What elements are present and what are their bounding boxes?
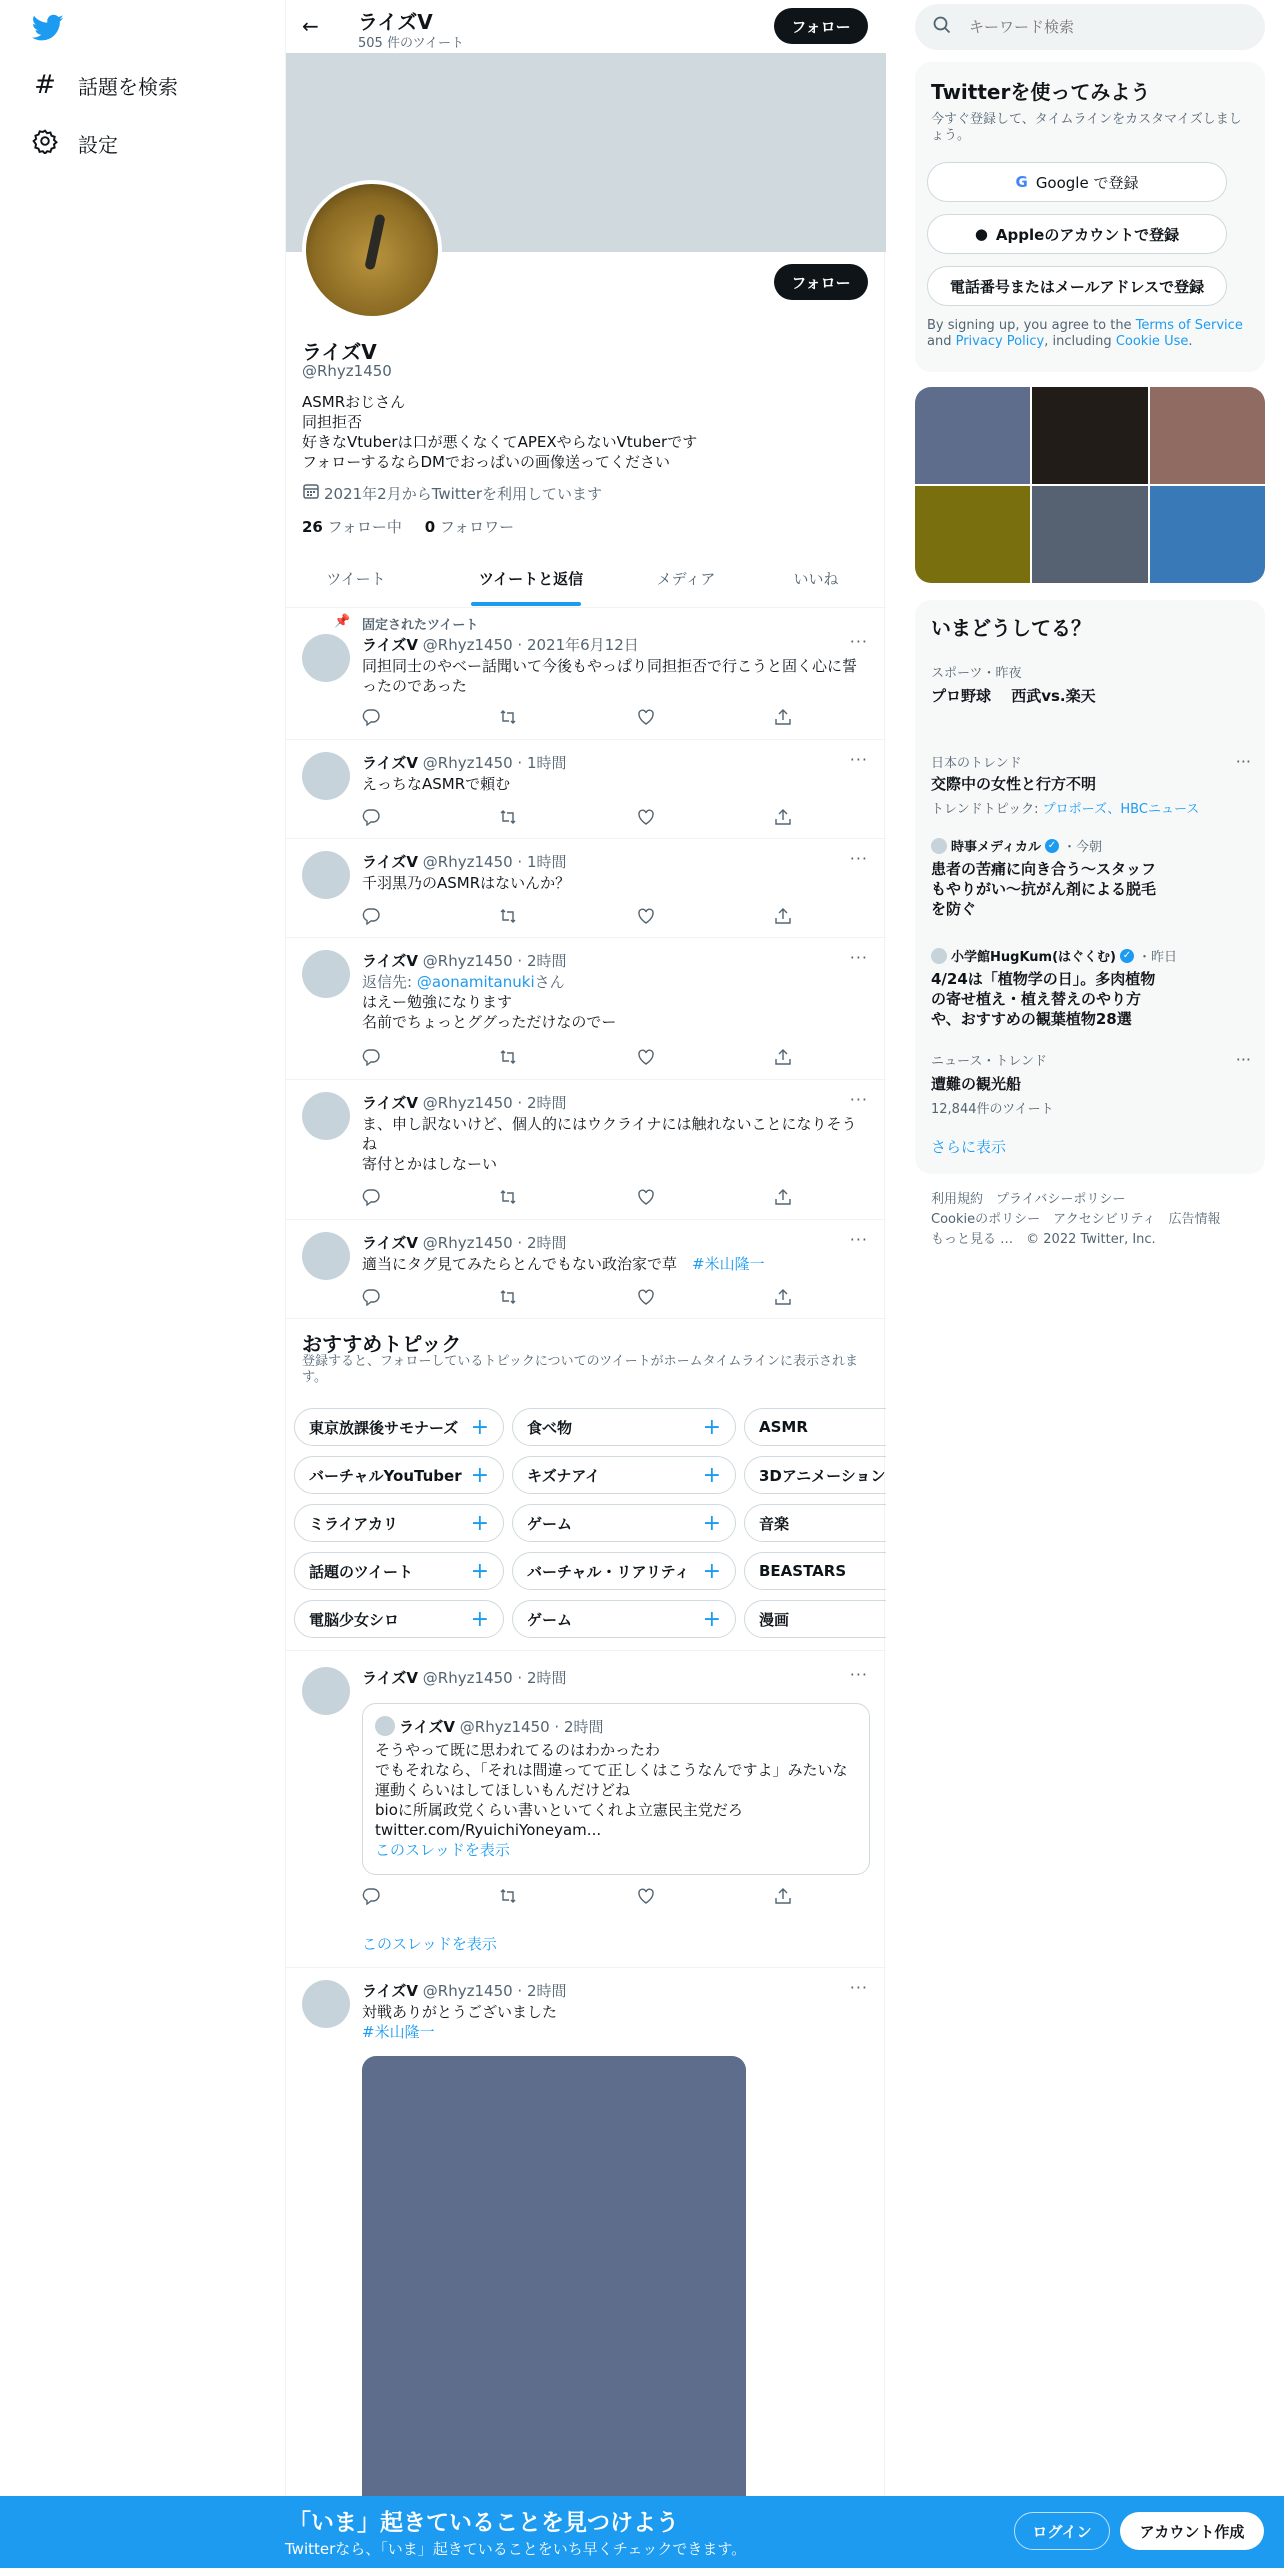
topic-chip[interactable]	[512, 1408, 736, 1446]
tweet-text: えっちなASMRで頼む	[362, 775, 511, 793]
reply-icon[interactable]	[362, 1048, 380, 1066]
tweet-text: 対戦ありがとうございました	[362, 2003, 558, 2021]
nav-settings-label: 設定	[78, 133, 118, 157]
retweet-icon[interactable]	[499, 1887, 517, 1905]
quoted-author: ライズV	[399, 1718, 456, 1736]
tweet-meta: @Rhyz1450 · 2時間	[422, 1094, 567, 1112]
signup-card	[915, 62, 1265, 372]
topic-chip[interactable]	[744, 1504, 886, 1542]
reply-icon[interactable]	[362, 1887, 380, 1905]
tweet-actions	[362, 1048, 792, 1066]
show-more-link[interactable]: さらに表示	[931, 1138, 1007, 1156]
topic-chip-label: バーチャルYouTuber	[309, 1466, 462, 1485]
like-icon[interactable]	[637, 1048, 655, 1066]
plus-icon[interactable]: +	[702, 1606, 721, 1632]
tweet-actions	[362, 1288, 792, 1306]
quoted-line: そうやって既に思われてるのはわかったわ	[375, 1741, 661, 1759]
more-icon[interactable]: ···	[849, 1978, 868, 1997]
plus-icon[interactable]: +	[702, 1510, 721, 1536]
followers-label: フォロワー	[439, 518, 515, 536]
footer-link[interactable]: アクセシビリティ	[1053, 1212, 1156, 1227]
share-icon[interactable]	[774, 1887, 792, 1905]
google-icon: G	[1015, 173, 1028, 191]
profile-follow-button[interactable]: フォロー	[774, 264, 868, 300]
show-thread-link[interactable]: このスレッドを表示	[362, 1935, 497, 1953]
plus-icon[interactable]: +	[470, 1510, 489, 1536]
plus-icon[interactable]: +	[702, 1414, 721, 1440]
apple-signup-label: Appleのアカウントで登録	[995, 225, 1180, 244]
media-thumbnail[interactable]	[1032, 486, 1147, 583]
tweet-meta: @Rhyz1450 · 1時間	[422, 853, 567, 871]
tweet-meta: @Rhyz1450 · 2021年6月12日	[422, 636, 639, 654]
topic-chip[interactable]	[294, 1456, 504, 1494]
search-box[interactable]	[915, 4, 1265, 50]
tweet-actions	[362, 708, 792, 726]
trend-item[interactable]	[931, 662, 1251, 706]
header-follow-button[interactable]: フォロー	[774, 8, 868, 44]
topic-chip[interactable]	[744, 1408, 886, 1446]
topic-chip-label: 音楽	[759, 1514, 790, 1533]
tweet-meta: @Rhyz1450 · 2時間	[422, 1234, 567, 1252]
calendar-icon	[302, 482, 320, 504]
profile-name: ライズV	[302, 340, 377, 364]
trend-title: 交際中の女性と行方不明	[931, 775, 1097, 793]
quoted-line: bioに所属政党くらい書いといてくれよ立憲民主党だろ	[375, 1801, 743, 1819]
trend-context: 日本のトレンド	[931, 756, 1022, 771]
tweet[interactable]	[286, 608, 886, 740]
bottom-subtitle: Twitterなら、「いま」起きていることをいち早くチェックできます。	[285, 2540, 747, 2558]
tweet-author[interactable]: ライズV	[362, 1094, 419, 1112]
more-icon[interactable]: ···	[849, 849, 868, 868]
quoted-line: でもそれなら、「それは間違ってて正しくはこうなんですよ」みたいな運動くらいはしてほしいもんだけどね	[375, 1761, 848, 1799]
profile-header-bar	[286, 0, 886, 53]
bio-line: ASMRおじさん	[302, 393, 406, 411]
footer-link[interactable]: 広告情報	[1168, 1212, 1221, 1227]
header-tweet-count: 505 件のツイート	[358, 36, 465, 51]
more-icon[interactable]: ···	[849, 948, 868, 967]
plus-icon[interactable]: +	[702, 1462, 721, 1488]
pinned-label: 固定されたツイート	[362, 618, 479, 633]
tweet[interactable]	[286, 839, 886, 938]
nav-settings[interactable]	[32, 128, 118, 159]
trend-time: ・今朝	[1062, 840, 1102, 855]
quoted-tweet[interactable]	[362, 1703, 870, 1875]
retweet-icon[interactable]	[499, 708, 517, 726]
hashtag-icon: #	[34, 70, 56, 100]
more-icon[interactable]: ···	[849, 1230, 868, 1249]
reply-icon[interactable]	[362, 907, 380, 925]
plus-icon[interactable]: +	[470, 1414, 489, 1440]
trend-item[interactable]	[931, 946, 1251, 1029]
tweet-actions	[362, 1188, 792, 1206]
tweet-author[interactable]: ライズV	[362, 754, 419, 772]
topic-chip[interactable]	[294, 1600, 504, 1638]
profile-handle: @Rhyz1450	[302, 362, 392, 380]
topic-chip[interactable]	[744, 1456, 886, 1494]
tweet-text: 千羽黒乃のASMRはないんか？	[362, 874, 571, 892]
reply-icon[interactable]	[362, 808, 380, 826]
nav-explore-label: 話題を検索	[78, 74, 178, 99]
like-icon[interactable]	[637, 708, 655, 726]
topic-chip-label: 東京放課後サモナーズ	[309, 1418, 459, 1437]
terms-link[interactable]: Terms of Service	[1135, 318, 1243, 333]
reply-context	[362, 972, 862, 992]
topic-chip[interactable]	[512, 1504, 736, 1542]
footer-link[interactable]: 利用規約	[931, 1192, 984, 1207]
trend-context: ニュース・トレンド	[931, 1054, 1048, 1069]
pin-icon: 📌	[334, 614, 351, 629]
reply-icon[interactable]	[362, 708, 380, 726]
follow-stats	[302, 516, 514, 537]
avatar[interactable]	[302, 1232, 350, 1280]
quoted-line: twitter.com/RyuichiYoneyam...	[375, 1821, 602, 1839]
login-button[interactable]: ログイン	[1014, 2512, 1110, 2550]
topic-chip-label: キズナアイ	[527, 1466, 601, 1485]
footer-copyright: © 2022 Twitter, Inc.	[1026, 1232, 1156, 1247]
search-icon	[933, 16, 951, 38]
topic-chip-label: 電脳少女シロ	[309, 1610, 400, 1629]
trends-title: いまどうしてる？	[931, 616, 1091, 640]
hashtag-link[interactable]: #米山隆一	[692, 1255, 765, 1273]
trend-topic-links[interactable]: プロポーズ、HBCニュース	[1042, 802, 1200, 817]
tweet-image[interactable]	[362, 2056, 746, 2568]
quoted-meta: @Rhyz1450 · 2時間	[459, 1718, 604, 1736]
terms-text: By signing up, you agree to the	[927, 318, 1136, 333]
nav-explore[interactable]	[32, 70, 178, 100]
phone-signup-button[interactable]	[927, 266, 1227, 306]
media-thumbnail[interactable]	[1150, 486, 1265, 583]
tab-media[interactable]: メディア	[656, 570, 716, 588]
tweet-actions	[362, 1887, 792, 1905]
tweet[interactable]	[286, 938, 886, 1080]
share-icon[interactable]	[774, 1048, 792, 1066]
tweet[interactable]	[286, 1651, 886, 1968]
topics-desc: 登録すると、フォローしているトピックについてのツイートがホームタイムラインに表示されます。	[302, 1354, 859, 1385]
quoted-avatar	[375, 1716, 395, 1736]
following-link[interactable]	[302, 518, 402, 536]
topic-chip[interactable]	[294, 1552, 504, 1590]
terms-text: .	[1188, 334, 1193, 349]
joined-text: 2021年2月からTwitterを利用しています	[324, 484, 602, 503]
tweet[interactable]	[286, 1080, 886, 1220]
trend-title: 遭難の観光船	[931, 1075, 1022, 1093]
header-name: ライズV	[358, 10, 433, 34]
reply-suffix: さん	[534, 973, 565, 991]
profile-avatar[interactable]	[302, 180, 442, 320]
trend-tweet-count: 12,844件のツイート	[931, 1102, 1054, 1117]
tweet-meta: @Rhyz1450 · 2時間	[422, 1982, 567, 2000]
quoted-text	[375, 1740, 861, 1860]
topic-chip[interactable]	[744, 1552, 886, 1590]
tweet-meta: @Rhyz1450 · 2時間	[422, 952, 567, 970]
retweet-icon[interactable]	[499, 907, 517, 925]
retweet-icon[interactable]	[499, 808, 517, 826]
tab-tweets[interactable]: ツイート	[326, 570, 386, 588]
media-thumbnail[interactable]	[1032, 387, 1147, 484]
trends-card	[915, 600, 1265, 1174]
plus-icon[interactable]: +	[470, 1606, 489, 1632]
search-input[interactable]	[969, 18, 1229, 36]
plus-icon[interactable]: +	[470, 1558, 489, 1584]
tweet-text: 名前でちょっとググっただけなのでー	[362, 1013, 617, 1031]
topic-chip-label: ゲーム	[527, 1514, 573, 1533]
bio-line: 好きなVtuberは口が悪くなくてAPEXやらないVtuberです	[302, 433, 698, 451]
footer-links	[931, 1190, 1251, 1250]
more-icon[interactable]: ···	[1235, 752, 1251, 771]
trend-source: 時事メディカル	[951, 840, 1041, 855]
media-thumbnail[interactable]	[915, 387, 1030, 484]
hashtag-link[interactable]: #米山隆一	[362, 2023, 435, 2041]
reply-prefix: 返信先:	[362, 973, 417, 991]
bottom-title: 「いま」起きていることを見つけよう	[288, 2510, 679, 2536]
signup-desc: 今すぐ登録して、タイムラインをカスタマイズしましょう。	[931, 112, 1242, 143]
followers-count: 0	[424, 518, 436, 536]
more-icon[interactable]: ···	[849, 632, 868, 651]
gear-icon	[32, 128, 58, 159]
avatar[interactable]	[302, 950, 350, 998]
plus-icon[interactable]: +	[470, 1462, 489, 1488]
topic-chip-label: 漫画	[759, 1610, 790, 1629]
apple-signup-button[interactable]	[927, 214, 1227, 254]
trend-time: ・昨日	[1137, 950, 1177, 965]
tweet-actions	[362, 808, 792, 826]
media-grid	[915, 387, 1265, 583]
topic-chip-label: ASMR	[759, 1418, 808, 1436]
bio-line: 同担拒否	[302, 413, 363, 431]
twitter-logo-icon[interactable]	[32, 14, 64, 46]
tweet-text: 寄付とかはしなーい	[362, 1155, 498, 1173]
tab-tweets-replies[interactable]: ツイートと返信	[478, 570, 584, 588]
like-icon[interactable]	[637, 808, 655, 826]
privacy-link[interactable]: Privacy Policy	[955, 334, 1045, 349]
tweet-author[interactable]: ライズV	[362, 1669, 419, 1687]
following-count: 26	[302, 518, 323, 536]
tweet[interactable]	[286, 740, 886, 839]
tweet-author[interactable]: ライズV	[362, 952, 419, 970]
tweet-text: 同担同士のやべー話聞いて今後もやっぱり同担拒否で行こうと固く心に誓ったのであった	[362, 657, 858, 695]
media-thumbnail[interactable]	[915, 486, 1030, 583]
bio-line: フォローするならDMでおっぱいの画像送ってください	[302, 453, 670, 471]
signup-title: Twitterを使ってみよう	[931, 80, 1151, 104]
topics-title: おすすめトピック	[302, 1332, 462, 1356]
cookie-link[interactable]: Cookie Use	[1115, 334, 1189, 349]
like-icon[interactable]	[637, 1288, 655, 1306]
trend-item[interactable]	[931, 836, 1251, 919]
verified-icon: ✓	[1045, 839, 1059, 853]
reply-icon[interactable]	[362, 1288, 380, 1306]
tweet-author[interactable]: ライズV	[362, 1234, 419, 1252]
avatar[interactable]	[302, 1667, 350, 1715]
footer-link[interactable]: Cookieのポリシー	[931, 1212, 1041, 1227]
avatar[interactable]	[302, 1980, 350, 2028]
topic-chip[interactable]	[744, 1600, 886, 1638]
tweet-text: ま、申し訳ないけど、個人的にはウクライナには触れないことになりそうね	[362, 1115, 857, 1153]
share-icon[interactable]	[774, 708, 792, 726]
more-icon[interactable]: ···	[1235, 1050, 1251, 1069]
trend-item[interactable]	[931, 752, 1251, 817]
tweet-text: 適当にタグ見てみたらとんでもない政治家で草	[362, 1255, 678, 1273]
trend-topic-label: トレンドトピック:	[931, 802, 1043, 817]
topic-chip[interactable]	[512, 1456, 736, 1494]
share-icon[interactable]	[774, 1288, 792, 1306]
footer-link[interactable]: プライバシーポリシー	[996, 1192, 1126, 1207]
tweet[interactable]	[286, 1968, 886, 2568]
tweet-meta: @Rhyz1450 · 2時間	[422, 1669, 567, 1687]
profile-bio	[302, 392, 697, 472]
followers-link[interactable]	[425, 518, 514, 536]
retweet-icon[interactable]	[499, 1188, 517, 1206]
quoted-show-thread-link[interactable]: このスレッドを表示	[375, 1841, 510, 1859]
tweet[interactable]	[286, 1220, 886, 1319]
tweet-author[interactable]: ライズV	[362, 1982, 419, 2000]
topic-chip[interactable]	[512, 1552, 736, 1590]
trend-title: 4/24は「植物学の日」。多肉植物の寄せ植え・植え替えのやり方や、おすすめの観葉植物28選	[931, 970, 1156, 1028]
reply-icon[interactable]	[362, 1188, 380, 1206]
trend-context: スポーツ・昨夜	[931, 666, 1022, 681]
signup-button[interactable]: アカウント作成	[1120, 2512, 1264, 2550]
avatar[interactable]	[302, 634, 350, 682]
trend-item[interactable]	[931, 1050, 1251, 1117]
topic-chip-label: BEASTARS	[759, 1562, 847, 1580]
tweet-actions	[362, 907, 792, 925]
avatar[interactable]	[302, 1092, 350, 1140]
terms-text: and	[927, 334, 956, 349]
verified-icon: ✓	[1120, 949, 1134, 963]
topic-chip-label: ゲーム	[527, 1610, 573, 1629]
source-avatar	[931, 838, 947, 854]
following-label: フォロー中	[327, 518, 402, 536]
tweet-author[interactable]: ライズV	[362, 853, 419, 871]
share-icon[interactable]	[774, 907, 792, 925]
share-icon[interactable]	[774, 1188, 792, 1206]
topic-chip-label: バーチャル・リアリティ	[527, 1562, 690, 1581]
topic-chip[interactable]	[512, 1600, 736, 1638]
trend-source: 小学館HugKum(はぐくむ)	[951, 950, 1116, 965]
footer-link[interactable]: もっと見る …	[931, 1232, 1014, 1247]
bottom-signup-bar	[0, 2496, 1284, 2568]
topic-chip-label: 3Dアニメーション	[759, 1466, 886, 1485]
avatar[interactable]	[302, 851, 350, 899]
google-signup-button[interactable]	[927, 162, 1227, 202]
more-icon[interactable]: ···	[849, 1665, 868, 1684]
retweet-icon[interactable]	[499, 1048, 517, 1066]
tweet-text: はえー勉強になります	[362, 993, 513, 1011]
more-icon[interactable]: ···	[849, 1090, 868, 1109]
trend-title: 患者の苦痛に向き合う～スタッフもやりがい～抗がん剤による脱毛を防ぐ	[931, 860, 1157, 918]
profile-joined	[302, 482, 602, 504]
media-thumbnail[interactable]	[1150, 387, 1265, 484]
topic-chip[interactable]	[294, 1408, 504, 1446]
like-icon[interactable]	[637, 1188, 655, 1206]
topic-chip-label: 話題のツイート	[309, 1562, 413, 1581]
tweet-author[interactable]: ライズV	[362, 636, 419, 654]
topic-chip-label: 食べ物	[527, 1418, 573, 1437]
apple-icon: ●	[974, 225, 988, 243]
signup-terms	[927, 318, 1253, 350]
retweet-icon[interactable]	[499, 1288, 517, 1306]
share-icon[interactable]	[774, 808, 792, 826]
more-icon[interactable]: ···	[849, 750, 868, 769]
source-avatar	[931, 948, 947, 964]
reply-mention-link[interactable]: @aonamitanuki	[416, 973, 535, 991]
tweet-text-wrap	[362, 1254, 862, 1274]
tab-likes[interactable]: いいね	[793, 570, 839, 588]
like-icon[interactable]	[637, 1887, 655, 1905]
topic-chip-label: ミライアカリ	[309, 1514, 398, 1533]
back-arrow-icon[interactable]: ←	[302, 14, 319, 38]
active-tab-indicator	[471, 602, 581, 606]
topic-chip[interactable]	[294, 1504, 504, 1542]
terms-text: , including	[1044, 334, 1116, 349]
like-icon[interactable]	[637, 907, 655, 925]
plus-icon[interactable]: +	[702, 1558, 721, 1584]
topic-chips	[286, 1400, 886, 1645]
phone-signup-label: 電話番号またはメールアドレスで登録	[949, 277, 1205, 296]
avatar[interactable]	[302, 752, 350, 800]
google-signup-label: Google で登録	[1035, 173, 1139, 192]
profile-column	[285, 0, 885, 2568]
tweet-meta: @Rhyz1450 · 1時間	[422, 754, 567, 772]
trend-title: プロ野球 西武vs.楽天	[931, 687, 1096, 705]
